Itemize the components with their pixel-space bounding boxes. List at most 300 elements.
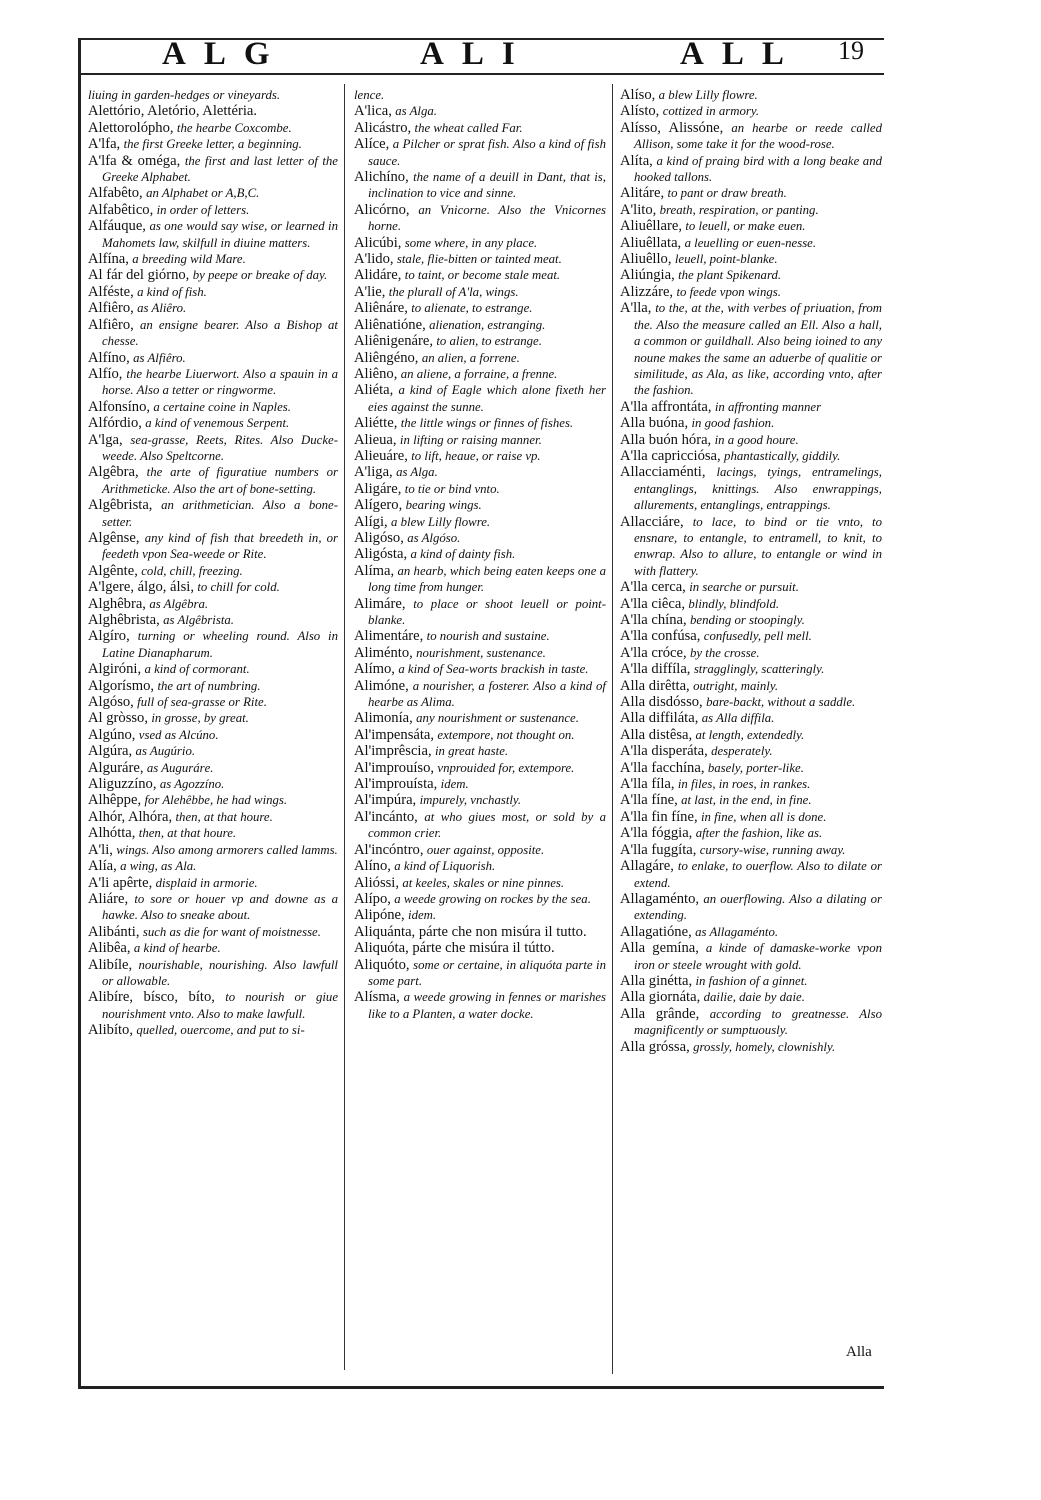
entry-headword: Aliquóto, (354, 956, 410, 973)
entry-headword: Aliêngéno, (354, 349, 419, 366)
entry-definition: as Agozzíno. (159, 777, 225, 792)
entry-headword: Alla diffiláta, (620, 710, 699, 727)
entry-definition: to taint, or become stale meat. (404, 268, 561, 283)
entry-definition: an hearb, which being eaten keeps one a long time from hunger. (368, 563, 606, 595)
entry-definition: by peepe or breake of day. (192, 268, 328, 283)
entry-definition: wings. Also among armorers called lamms. (116, 842, 338, 857)
entry-headword: Aliuêllo, (620, 251, 672, 268)
entry-definition: the arte of figuratiue numbers or Arithmeticke. Also the art of bone-setting. (102, 465, 338, 496)
entry-definition: such as die for want of moistnesse. (142, 924, 321, 939)
entry-definition: some or certaine, in aliquóta parte in some part. (368, 957, 606, 988)
dictionary-entry (88, 809, 338, 825)
entry-definition: the hearbe Liuerwort. Also a spauin in a horse. Also a tetter or ringworme. (102, 366, 338, 398)
entry-headword: Algíro, (88, 628, 130, 645)
entry-headword: A'lla fíne, (620, 792, 678, 809)
dictionary-entry (620, 87, 882, 103)
entry-headword: Al'imprêscia, (354, 743, 432, 760)
dictionary-entry (620, 858, 882, 891)
entry-headword: Al'impensáta, (354, 726, 435, 743)
dictionary-entry (620, 464, 882, 513)
dictionary-entry (88, 743, 338, 759)
dictionary-entry (354, 530, 606, 546)
dictionary-entry (354, 875, 606, 891)
entry-headword: Alla dirêtta, (620, 677, 690, 694)
dictionary-entry (354, 760, 606, 776)
entry-definition: at last, in the end, in fine. (681, 793, 812, 808)
entry-definition: an hearbe or reede called Allison, some take it for the wood-rose. (634, 120, 883, 152)
entry-headword: Algorísmo, (88, 677, 155, 694)
dictionary-entry (88, 596, 338, 612)
entry-headword: Aligósta, (354, 546, 408, 563)
dictionary-entry (88, 251, 338, 267)
dictionary-entry (354, 596, 606, 629)
dictionary-entry (354, 366, 606, 382)
entry-headword: A'lla, (620, 300, 652, 317)
dictionary-entry (88, 120, 338, 136)
entry-headword: A'lgere, álgo, álsi, (88, 579, 194, 596)
dictionary-entry (88, 694, 338, 710)
entry-headword: Alidáre, (354, 267, 402, 284)
entry-headword: Alitáre, (620, 185, 665, 202)
entry-definition: in good fashion. (691, 416, 775, 431)
dictionary-entry (620, 251, 882, 267)
entry-definition: a kind of Liquorish. (394, 859, 496, 874)
dictionary-entry (354, 940, 606, 956)
dictionary-entry (620, 842, 882, 858)
column-divider (344, 84, 345, 1370)
entry-headword: A'lga, (88, 431, 123, 448)
entry-headword: Aliménto, (354, 644, 413, 661)
entry-headword: Alimáre, (354, 595, 406, 612)
entry-definition: in order of letters. (156, 202, 250, 217)
entry-headword: Alíta, (620, 152, 653, 169)
running-head-center: ALI (420, 36, 533, 72)
entry-definition: vnprouided for, extempore. (437, 760, 575, 775)
entry-definition: a kind of dainty fish. (410, 547, 516, 562)
dictionary-entry (620, 825, 882, 841)
dictionary-entry (88, 612, 338, 628)
entry-headword: Alía, (88, 858, 117, 875)
dictionary-entry (620, 300, 882, 398)
entry-definition: to nourish and sustaine. (426, 629, 550, 644)
entry-headword: A'lido, (354, 251, 394, 268)
entry-definition: as Aliêro. (137, 301, 187, 316)
entry-definition: impurely, vnchastly. (419, 793, 522, 808)
entry-definition: stale, flie-bitten or tainted meat. (396, 252, 562, 267)
entry-definition: an Vnicorne. Also the Vnicornes horne. (368, 202, 606, 234)
entry-definition: a kind of praing bird with a long beake and hooked tallons. (634, 153, 883, 185)
entry-headword: Alicórno, (354, 201, 410, 218)
dictionary-entry (620, 514, 882, 580)
entry-definition: an ouerflowing. Also a dilating or extending. (634, 891, 882, 923)
entry-headword: Alfórdio, (88, 415, 142, 432)
entry-headword: Alíma, (354, 562, 395, 579)
entry-definition: a kind of hearbe. (133, 941, 221, 956)
dictionary-entry (354, 497, 606, 513)
entry-headword: A'lla disperáta, (620, 743, 708, 760)
entry-definition: an arithmetician. Also a bone-setter. (102, 498, 338, 529)
dictionary-entry (354, 792, 606, 808)
entry-definition: to chill for cold. (197, 580, 280, 595)
entry-headword: Allacciáre, (620, 513, 684, 530)
dictionary-entry (88, 858, 338, 874)
dictionary-entry (354, 284, 606, 300)
entry-headword: Alla ginétta, (620, 972, 693, 989)
entry-headword: Al'incóntro, (354, 841, 424, 858)
entry-headword: Al'impúra, (354, 792, 417, 809)
entry-headword: A'lica, (354, 103, 392, 120)
entry-definition: the name of a deuill in Dant, that is, inclination to vice and sinne. (368, 170, 606, 201)
dictionary-entry (354, 514, 606, 530)
entry-headword: Alghêbrista, (88, 612, 160, 628)
entry-headword: Allagaménto, (620, 890, 700, 907)
entry-headword: A'lla cerca, (620, 579, 686, 596)
entry-definition: bare-backt, without a saddle. (706, 695, 856, 710)
entry-headword: Aliêno, (354, 365, 398, 382)
dictionary-entry (354, 842, 606, 858)
entry-headword: Aliétte, (354, 415, 398, 432)
entry-headword: Algênte, (88, 562, 138, 579)
dictionary-entry (88, 563, 338, 579)
entry-headword: Alettorolópho, (88, 119, 174, 136)
dictionary-entry (354, 628, 606, 644)
entry-definition: nourishable, nourishing. Also lawfull or allowable. (102, 957, 338, 988)
entry-headword: Alichíno, (354, 169, 409, 186)
dictionary-entry (354, 382, 606, 415)
entry-headword: Alieuáre, (354, 447, 408, 464)
entry-headword: Algúra, (88, 743, 133, 760)
entry-headword: Alfabêto, (88, 185, 143, 202)
entry-definition: leuell, point-blanke. (674, 252, 778, 267)
entry-definition: as Algêbrista. (163, 613, 234, 627)
entry-definition: as Alga. (395, 104, 437, 119)
entry-headword: Alicúbi, (354, 234, 402, 251)
entry-definition: full of sea-grasse or Rite. (137, 695, 267, 710)
entry-definition: the little wings or finnes of fishes. (400, 416, 574, 431)
entry-headword: Aliuêllare, (620, 218, 682, 235)
dictionary-entry (620, 284, 882, 300)
dictionary-entry (354, 448, 606, 464)
dictionary-entry (88, 153, 338, 186)
entry-definition: as Augúrio. (135, 744, 196, 759)
dictionary-entry (354, 350, 606, 366)
entry-definition: phantastically, giddily. (724, 448, 841, 463)
entry-definition: in great haste. (434, 744, 509, 759)
entry-definition: to pant or draw breath. (667, 186, 787, 201)
dictionary-entry (620, 202, 882, 218)
dictionary-entry (88, 350, 338, 366)
entry-headword: Aliquánta, párte che non misúra il tutto. (354, 923, 587, 940)
entry-definition: a blew Lilly flowre. (391, 514, 491, 529)
dictionary-entry (620, 612, 882, 628)
entry-headword: Alfabêtico, (88, 201, 154, 218)
entry-headword: A'lie, (354, 283, 386, 300)
entry-definition: to lift, heaue, or raise vp. (411, 448, 541, 463)
entry-definition: an alien, a forrene. (421, 350, 520, 365)
dictionary-entry (354, 661, 606, 677)
entry-definition: some where, in any place. (404, 235, 538, 250)
dictionary-entry (620, 776, 882, 792)
entry-headword: Aliênigenáre, (354, 333, 434, 350)
entry-headword: Algóso, (88, 694, 134, 711)
entry-definition: cold, chill, freezing. (141, 563, 243, 578)
entry-definition: as Augurárе. (146, 760, 214, 775)
dictionary-entry (354, 776, 606, 792)
dictionary-entry (88, 989, 338, 1022)
dictionary-entry (354, 743, 606, 759)
dictionary-entry (88, 136, 338, 152)
entry-definition: a kind of Sea-worts brackish in taste. (398, 662, 589, 677)
entry-headword: A'li apêrte, (88, 874, 153, 891)
dictionary-entry (354, 546, 606, 562)
dictionary-entry (354, 645, 606, 661)
entry-definition: extempore, not thought on. (437, 727, 575, 742)
dictionary-entry (354, 415, 606, 431)
dictionary-entry (354, 120, 606, 136)
entry-headword: Alfiêro, (88, 300, 134, 317)
entry-definition: any kind of fish that breedeth in, or feedeth vpon Sea-weede or Rite. (102, 530, 338, 562)
entry-headword: Aliéta, (354, 382, 394, 399)
dictionary-entry (88, 218, 338, 251)
entry-headword: Alísma, (354, 989, 400, 1006)
dictionary-entry (88, 628, 338, 661)
entry-definition: an aliene, a forraine, a frenne. (400, 366, 558, 381)
entry-headword: Alhór, Alhóra, (88, 808, 173, 825)
dictionary-entry (620, 792, 882, 808)
dictionary-entry (620, 760, 882, 776)
entry-headword: Alla buóna, (620, 415, 689, 432)
entry-definition: turning or wheeling round. Also in Latine Dianapharum. (102, 629, 338, 660)
entry-headword: A'lla fin fíne, (620, 808, 698, 825)
dictionary-entry (88, 661, 338, 677)
entry-headword: Alfiêro, (88, 316, 134, 333)
entry-headword: Aliênáre, (354, 300, 408, 317)
entry-headword: Alfína, (88, 251, 129, 268)
entry-definition: quelled, ouercome, and put to si- (136, 1023, 305, 1038)
entry-headword: Alibíre, bísco, bíto, (88, 989, 215, 1006)
entry-definition: a breeding wild Mare. (132, 252, 246, 267)
entry-definition: after the fashion, like as. (695, 826, 823, 841)
dictionary-entry (88, 464, 338, 497)
dictionary-column-3 (620, 87, 882, 1055)
dictionary-entry (354, 481, 606, 497)
entry-headword: A'lla chína, (620, 612, 687, 628)
entry-definition: bending or stoopingly. (690, 613, 805, 627)
entry-definition: to feede vpon wings. (676, 284, 781, 299)
entry-headword: Alísto, (620, 103, 660, 120)
entry-headword: Alimonía, (354, 710, 413, 727)
entry-definition: as Alga. (396, 465, 438, 480)
entry-headword: Alhêppe, (88, 792, 142, 809)
entry-definition: then, at that houre. (138, 826, 237, 841)
entry-headword: Aliquóta, párte che misúra il tútto. (354, 940, 555, 957)
entry-definition: as Algóso. (407, 530, 461, 545)
entry-headword: A'lla affrontáta, (620, 398, 712, 415)
dictionary-entry (620, 940, 882, 973)
dictionary-entry (354, 710, 606, 726)
entry-headword: Alla giornáta, (620, 989, 701, 1006)
entry-definition: then, at that houre. (175, 809, 273, 824)
entry-definition: the hearbe Coxcombe. (176, 120, 292, 135)
entry-headword: A'lla confúsa, (620, 628, 701, 645)
entry-headword: Alla gróssa, (620, 1038, 690, 1055)
entry-definition: breath, respiration, or panting. (659, 202, 819, 217)
entry-definition: a certaine coine in Naples. (153, 399, 291, 414)
entry-definition: in fashion of a ginnet. (695, 973, 808, 988)
running-head-right: ALL (680, 36, 802, 72)
dictionary-entry (620, 218, 882, 234)
dictionary-column-1 (88, 87, 338, 1039)
dictionary-entry (620, 989, 882, 1005)
dictionary-entry (354, 317, 606, 333)
dictionary-entry (88, 366, 338, 399)
entry-definition: in searche or pursuit. (689, 580, 799, 595)
dictionary-entry (88, 103, 338, 119)
dictionary-entry (354, 202, 606, 235)
dictionary-entry (354, 432, 606, 448)
entry-definition: alienation, estranging. (429, 317, 546, 332)
entry-definition: a nourisher, a fosterer. Also a kind of hearbe as Alima. (368, 678, 606, 710)
entry-definition: to tie or bind vnto. (404, 481, 500, 496)
entry-definition: to alienate, to estrange. (411, 301, 533, 316)
dictionary-entry (620, 596, 882, 612)
entry-headword: Alimentáre, (354, 628, 424, 645)
entry-definition: according to greatnesse. Also magnificently or sumptuously. (634, 1006, 882, 1038)
dictionary-entry (354, 858, 606, 874)
entry-headword: A'lla capricciósa, (620, 447, 721, 464)
dictionary-entry (620, 432, 882, 448)
dictionary-entry (354, 907, 606, 923)
entry-definition: in files, in roes, in rankes. (677, 777, 811, 792)
dictionary-entry (354, 891, 606, 907)
entry-headword: A'lla fóggia, (620, 825, 693, 842)
dictionary-entry (354, 251, 606, 267)
entry-definition: the first Greeke letter, a beginning. (123, 137, 302, 152)
entry-definition: blindly, blindfold. (688, 596, 780, 611)
entry-definition: as Algêbra. (149, 596, 209, 611)
dictionary-entry (88, 924, 338, 940)
entry-headword: A'lito, (620, 201, 657, 218)
entry-definition: a wing, as Ala. (120, 859, 197, 874)
entry-headword: A'lla fuggíta, (620, 841, 697, 858)
entry-headword: Alibíle, (88, 956, 133, 973)
dictionary-entry (88, 432, 338, 465)
entry-definition: to place or shoot leuell or point-blanke. (368, 596, 606, 627)
dictionary-entry (88, 776, 338, 792)
entry-headword: Alíno, (354, 858, 391, 875)
dictionary-entry (620, 727, 882, 743)
dictionary-entry (620, 153, 882, 186)
dictionary-entry (620, 1006, 882, 1039)
entry-definition: the wheat called Far. (414, 120, 523, 135)
entry-headword: Algúno, (88, 726, 136, 743)
entry-definition: an Alphabet or A,B,C. (146, 186, 260, 201)
dictionary-entry (88, 727, 338, 743)
dictionary-entry (620, 809, 882, 825)
entry-definition: a kind of cormorant. (144, 662, 250, 677)
entry-headword: Al'improuíso, (354, 759, 435, 776)
entry-definition: liuing in garden-hedges or vineyards. (88, 88, 281, 102)
dictionary-entry (354, 136, 606, 169)
dictionary-entry (88, 842, 338, 858)
bottom-rule (78, 1386, 884, 1389)
entry-headword: Algênse, (88, 529, 140, 546)
entry-definition: a blew Lilly flowre. (658, 88, 758, 102)
dictionary-entry (88, 825, 338, 841)
entry-headword: Alíce, (354, 136, 390, 153)
dictionary-entry (88, 317, 338, 350)
entry-definition: desperately. (711, 744, 773, 759)
entry-headword: Alígi, (354, 513, 388, 530)
dictionary-entry (88, 185, 338, 201)
entry-headword: Allagatióne, (620, 923, 692, 940)
entry-definition: by the crosse. (690, 645, 760, 660)
entry-headword: A'lfa & oméga, (88, 152, 181, 169)
catchword: Alla (846, 1344, 872, 1360)
entry-definition: stragglingly, scatteringly. (693, 662, 825, 677)
entry-headword: Alísso, Alissóne, (620, 119, 724, 136)
entry-definition: in grosse, by great. (151, 711, 249, 726)
dictionary-entry (88, 875, 338, 891)
dictionary-entry (88, 1022, 338, 1038)
entry-definition: as Allagaménto. (695, 924, 779, 939)
dictionary-entry (620, 661, 882, 677)
entry-headword: Alhótta, (88, 825, 136, 842)
entry-headword: A'lla ciêca, (620, 595, 686, 612)
entry-definition: to sore or houer vp and downe as a hawke. Also to sneake about. (102, 891, 338, 923)
entry-definition: as Alfiêro. (133, 350, 186, 365)
page-number: 19 (838, 36, 864, 65)
entry-definition: a leuelling or euen-nesse. (684, 235, 817, 250)
entry-headword: Alla grânde, (620, 1005, 700, 1022)
entry-headword: Al fár del giórno, (88, 267, 190, 284)
dictionary-entry (354, 300, 606, 316)
dictionary-entry (88, 267, 338, 283)
dictionary-entry (88, 957, 338, 990)
entry-definition: idem. (440, 777, 469, 792)
entry-definition: lence. (354, 88, 385, 102)
entry-definition: to the, at the, with verbes of priuation, from the. Also the measure called an Ell. Also a hall, a common or guildhall. Also being ioined to any noune makes the same an aduerbe of qualitie or similitude, as Ala, as like, according vnto, after the fashion. (634, 301, 882, 398)
entry-headword: Al'improuísta, (354, 776, 438, 793)
entry-headword: Alimóne, (354, 677, 409, 694)
dictionary-entry (620, 678, 882, 694)
entry-definition: the plurall of A'la, wings. (388, 284, 519, 299)
entry-headword: Alieua, (354, 431, 397, 448)
dictionary-entry (88, 497, 338, 530)
dictionary-entry (620, 415, 882, 431)
entry-headword: Alipóne, (354, 907, 405, 924)
dictionary-entry (88, 940, 338, 956)
entry-definition: vsed as Alcúno. (138, 727, 219, 742)
dictionary-entry (354, 464, 606, 480)
entry-definition: in affronting manner (714, 399, 822, 414)
entry-definition: to lace, to bind or tie vnto, to ensnare, to entangle, to entramell, to knit, to enwrap. Also to allure, to entangle or wind in with flattery. (634, 514, 883, 578)
entry-definition: a kind of venemous Serpent. (145, 416, 290, 431)
entry-headword: Algiróni, (88, 661, 142, 678)
entry-headword: Alfíno, (88, 349, 130, 366)
entry-definition: the art of numbring. (157, 678, 261, 693)
entry-definition: a weede growing in fennes or marishes like to a Planten, a water docke. (368, 990, 606, 1021)
dictionary-entry (620, 185, 882, 201)
entry-headword: Alla disdóssо, (620, 694, 703, 711)
entry-headword: Alibíto, (88, 1022, 133, 1039)
entry-headword: Aligáre, (354, 480, 402, 497)
entry-headword: Alípo, (354, 890, 391, 907)
entry-headword: Alfáuque, (88, 218, 146, 235)
dictionary-entry (620, 973, 882, 989)
entry-definition: basely, porter-like. (707, 760, 804, 775)
entry-headword: Aliuêllata, (620, 234, 682, 251)
